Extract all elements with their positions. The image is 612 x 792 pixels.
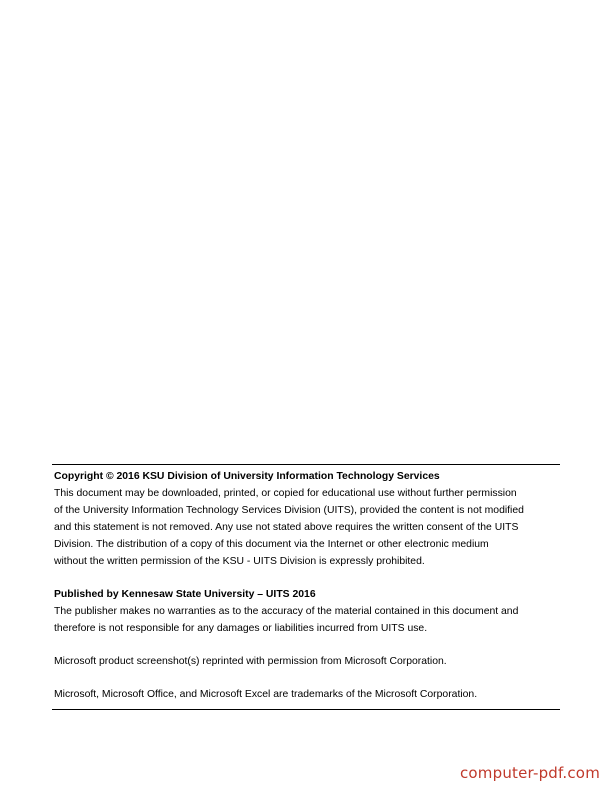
publisher-line-2: therefore is not responsible for any damages or liabilities incurred from UITS use. (54, 623, 428, 634)
screenshots-notice: Microsoft product screenshot(s) reprinted with permission from Microsoft Corporation. (54, 656, 447, 667)
publisher-heading: Published by Kennesaw State University – UITS 2016 (54, 589, 316, 600)
copyright-heading: Copyright © 2016 KSU Division of University Information Technology Services (54, 471, 440, 482)
copyright-line-5: without the written permission of the KSU - UITS Division is expressly prohibited. (54, 556, 425, 567)
publisher-line-1: The publisher makes no warranties as to the accuracy of the material contained in this document and (54, 606, 519, 617)
copyright-line-4: Division. The distribution of a copy of this document via the Internet or other electronic medium (54, 539, 489, 550)
watermark-link[interactable]: computer-pdf.com (459, 764, 600, 782)
copyright-line-3: and this statement is not removed. Any use not stated above requires the written consent of the UITS (54, 522, 519, 533)
trademark-notice: Microsoft, Microsoft Office, and Microsoft Excel are trademarks of the Microsoft Corporation. (54, 689, 478, 700)
legal-notice-block (52, 464, 560, 710)
copyright-line-1: This document may be downloaded, printed, or copied for educational use without further permission (54, 488, 517, 499)
copyright-line-2: of the University Information Technology Services Division (UITS), provided the content is not modified (54, 505, 524, 516)
